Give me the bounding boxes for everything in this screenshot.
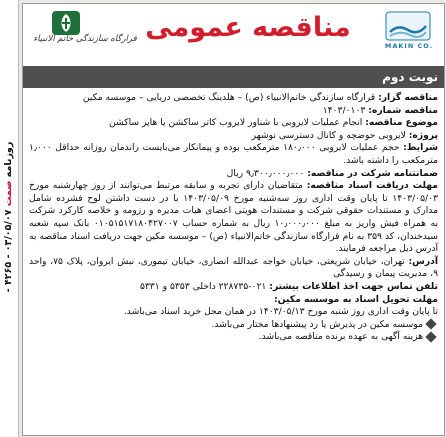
paragraph-label: مناقصه گزار: [378,92,438,103]
notice-paragraph [29,142,438,167]
notice-paragraph [29,256,438,281]
paragraph-text: تهران، خیابان شریعتی، خیابان خواجه عبدالله انصاری، خیابان تیموری، نبش ایروان، پلاک ۷۵، واحد ۹، مدیریت پیمان و رسیدگی [29,255,438,280]
paragraph-text: ۱۴۰۳/۰۱۰۳ [322,104,369,116]
paragraph-label: تلفن تماس جهت اخذ اطلاعات بیشتر: [269,280,438,292]
paragraph-label: مهلت تحویل اسناد به موسسه مکین: [274,293,438,305]
tender-notice [22,3,445,436]
side-strip-text [2,2,16,432]
side-strip-number: ۰۳/۰۵/۰۷ - ۴۲۶۵ - [3,209,14,293]
makin-logo-icon [378,10,438,42]
paragraph-text: حجم عملیات لایروبی ۱۸۰٫۰۰۰ مترمکعب بوده و پیمانکار می‌بایست راندمان روزانه حداقل ۱٫۰۰۰ مترمکعب را داشته باشد. [29,142,438,166]
bullet-text: هزینه آگهی به عهده برنده مناقصه می‌باشد. [258,331,423,343]
notice-paragraph [29,294,438,307]
paragraph-label: ضمانتنامه شرکت در مناقصه: [307,167,438,179]
paragraph-label: آدرس: [408,255,438,267]
diamond-bullet-icon [425,319,436,330]
turn-label: نوبت دوم [382,70,438,84]
side-strip-date: روزنامه [3,141,14,178]
diamond-bullet-icon [425,331,436,342]
notice-paragraph [29,306,438,319]
notice-bullet [29,319,438,332]
paragraph-text: انجام عملیات لایروبی با شناور لایروب کاتر ساکشن یا هاپر ساکشن [109,117,366,129]
paragraph-label: پروژه: [408,129,438,141]
notice-paragraph [29,130,438,143]
notice-title: مناقصه عمومی [145,12,351,43]
paragraph-label: شرایط: [403,142,438,154]
notice-header [23,4,444,66]
paragraph-text: ۹٫۳۰۰٫۰۰۰٫۰۰۰ ریال [226,167,308,179]
makin-logo-text: MAKIN CO. [384,42,434,50]
side-strip-paper: صمت [3,180,14,207]
khatam-emblem-icon [51,10,81,36]
paragraph-text: متقاضیان دارای تجربه و سابقه مرتبط می‌توانند از روز چهارشنبه مورخ ۱۴۰۳/۰۵/۰۳ تا پایان وقت اداری روز سه‌شنبه مورخ ۱۴۰۳/۰۵/۰۹ با در دست داشتن لوح فشرده شامل مدارک و مستندات حقوقی شرکت و مستندات هویتی اعضای هیات مدیره و رزومه و خلاصه کارکرد شرکت به همراه فیش واریز به مبلغ ۱۰٫۰۰۰٫۰۰۰ ریال به شماره حساب ۰۱۰۵۱۵۱۷۱۸۰۴۲۷۰۰۷ بانک سپه شعبه سیدخندان، کد ۳۵۹ به نام قرارگاه سازندگی خاتم‌الانبیاء (ص) – موسسه مکین جهت دریافت اسناد مناقصه به آدرس ذیل مراجعه فرمایند. [29,180,439,255]
paragraph-text: لایروبی حوضچه و کانال دسترسی نوشهر [251,129,409,141]
turn-bar [23,66,444,88]
notice-paragraph [29,168,438,181]
notice-paragraph [29,281,438,294]
org-name: قرارگاه سازندگی خاتم الانبیاء [33,34,137,44]
paragraph-text: ۰۲۱-۲۲۸۷۳۵ داخلی ۵۳۵۳ و ۵۳۳۱ [139,280,270,292]
notice-bullet [29,331,438,344]
notice-body [29,92,438,344]
notice-paragraph [29,105,438,118]
paragraph-label: مهلت دریافت اسناد مناقصه: [306,180,438,192]
notice-paragraph [29,117,438,130]
notice-paragraph [29,180,438,256]
side-strip [0,0,19,437]
notice-paragraph [29,92,438,105]
paragraph-label: مناقصه شماره: [368,104,438,116]
makin-logo [378,10,438,56]
paragraph-text: قرارگاه سازندگی خاتم‌الانبیاء (ص) – هلدینگ تخصصی دریایی – موسسه مکین [82,92,379,103]
paragraph-text: تا پایان وقت اداری روز شنبه مورخ ۱۴۰۳/۰۵/۱۳ در همان محل خرید اسناد می‌باشد. [123,306,438,318]
bullet-text: موسسه مکین در پذیرش یا رد پیشنهادها مختار می‌باشد. [211,318,423,330]
paragraph-label: موضوع مناقصه: [365,117,438,129]
